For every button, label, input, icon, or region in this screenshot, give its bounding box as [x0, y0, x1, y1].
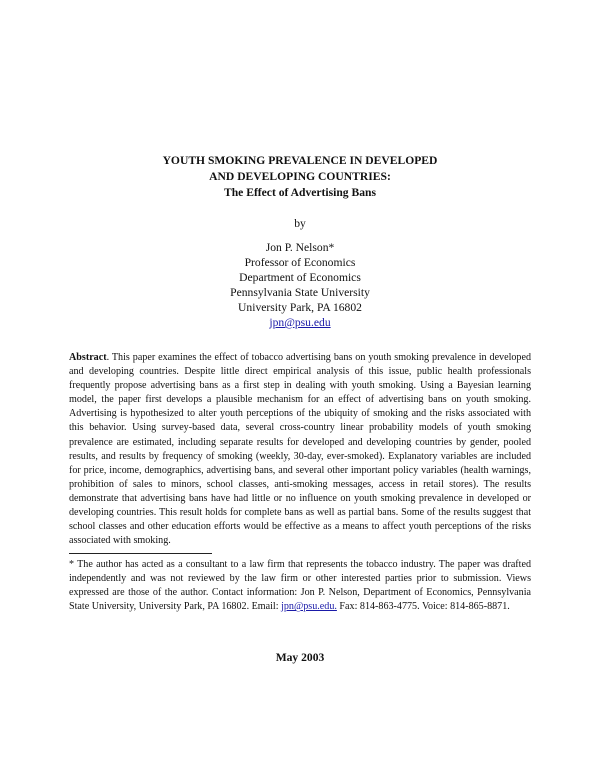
- subtitle: The Effect of Advertising Bans: [223, 186, 376, 199]
- title-line-2: AND DEVELOPING COUNTRIES:: [209, 170, 391, 183]
- footnote-email-link[interactable]: jpn@psu.edu.: [281, 601, 337, 613]
- author-email-link[interactable]: jpn@psu.edu: [269, 316, 331, 329]
- author-location: University Park, PA 16802: [238, 301, 362, 314]
- footnote: [69, 558, 531, 614]
- abstract: [69, 351, 531, 548]
- paper-date: May 2003: [275, 651, 325, 664]
- footnote-divider: [69, 553, 212, 554]
- byline: by: [294, 217, 306, 230]
- footnote-text-before: * The author has acted as a consultant to a law firm that represents the tobacco industry. The paper was drafted independently and was not reviewed by the law firm or other interested parties prior to submission. Views expressed are those of the author. Contact information: Jon P. Nelson, Department of Economics, Pennsylvania State University, University Park, PA 16802. Email:: [69, 559, 531, 613]
- author-position: Professor of Economics: [244, 256, 356, 269]
- footnote-text-after: Fax: 814-863-4775. Voice: 814-865-8871.: [336, 601, 510, 613]
- author-department: Department of Economics: [239, 271, 361, 284]
- title-line-1: YOUTH SMOKING PREVALENCE IN DEVELOPED: [162, 154, 438, 167]
- author-university: Pennsylvania State University: [230, 286, 370, 299]
- abstract-text: . This paper examines the effect of tobacco advertising bans on youth smoking prevalence in developed and developing countries. Despite little direct empirical analysis of this issue, public health professionals frequently propose advertising bans as a first step in dealing with youth smoking. Using a Bayesian learning model, the paper first develops a plausible mechanism for an effect of advertising bans on youth smoking. Advertising is hypothesized to alter youth perceptions of the ubiquity of smoking and the risks associated with this behavior. Using survey-based data, several cross-country linear probability models of youth smoking prevalence are estimated, including separate results for developed and developing countries by gender, pooled results, and results by frequency of smoking (weekly, 30-day, ever-smoked). Explanatory variables are included for price, income, demographics, advertising bans, and several other important policy variables (health warnings, prohibition of sales to minors, school classes, anti-smoking messages, access in retail stores). The results demonstrate that advertising bans have had little or no influence on youth smoking prevalence in developed or developing countries. This result holds for complete bans as well as partial bans. Some of the results suggest that school classes and other education efforts would be effective as a means to affect youth perceptions of the risks associated with smoking.: [69, 352, 531, 547]
- author-email-line: [0, 315, 600, 330]
- abstract-label: Abstract: [69, 352, 107, 363]
- author-name: Jon P. Nelson*: [265, 241, 335, 254]
